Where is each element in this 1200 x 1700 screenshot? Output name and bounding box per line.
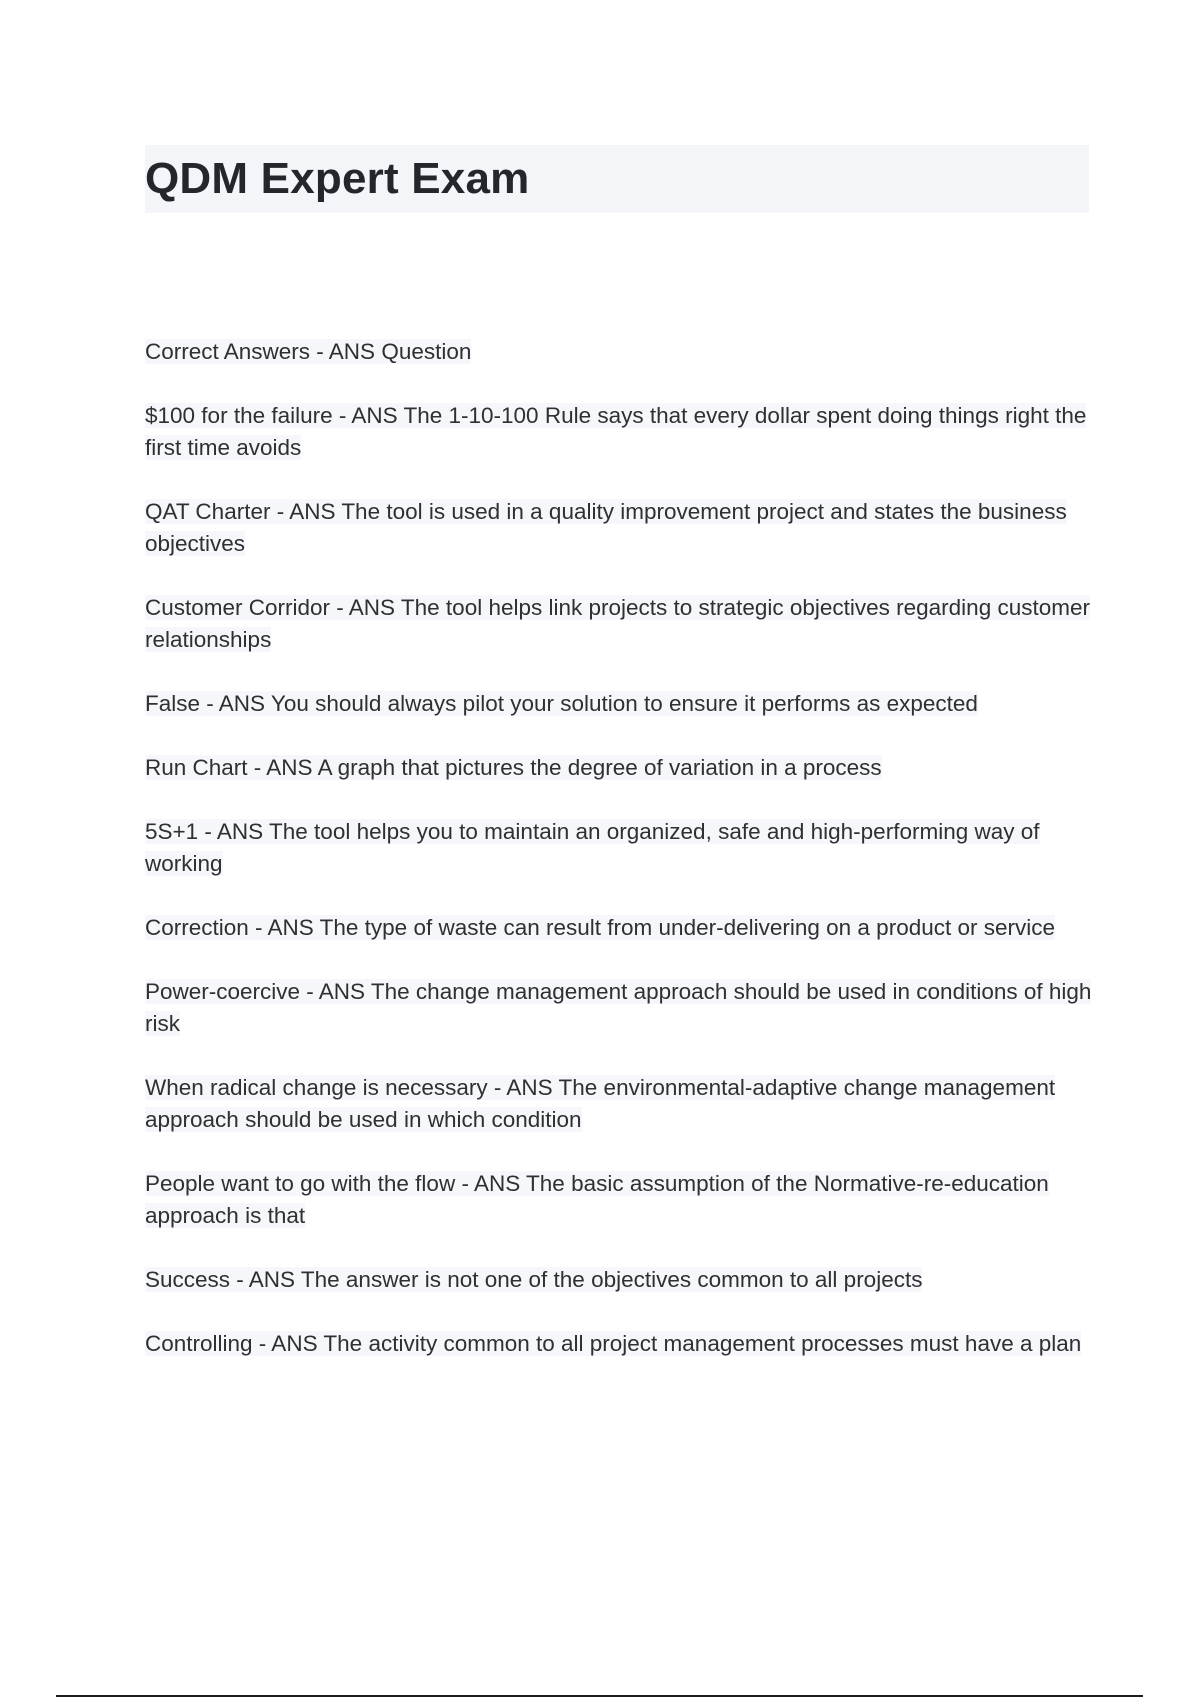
qa-item: [145, 400, 1095, 464]
qa-text: When radical change is necessary - ANS The environmental-adaptive change management approach should be used in which condition: [145, 1075, 1056, 1132]
qa-text: Power-coercive - ANS The change management approach should be used in conditions of high risk: [145, 979, 1092, 1036]
qa-item: [145, 1328, 1095, 1360]
qa-item: [145, 1264, 1095, 1296]
qa-list: [145, 336, 1095, 1392]
qa-text: Success - ANS The answer is not one of the objectives common to all projects: [145, 1267, 923, 1292]
qa-item: [145, 816, 1095, 880]
qa-text: People want to go with the flow - ANS The basic assumption of the Normative-re-education approach is that: [145, 1171, 1049, 1228]
qa-item: [145, 752, 1095, 784]
qa-text: 5S+1 - ANS The tool helps you to maintain an organized, safe and high-performing way of working: [145, 819, 1040, 876]
qa-item: [145, 1072, 1095, 1136]
qa-item: [145, 592, 1095, 656]
qa-text: Correct Answers - ANS Question: [145, 339, 472, 364]
qa-item: [145, 336, 1095, 368]
qa-text: QAT Charter - ANS The tool is used in a quality improvement project and states the business objectives: [145, 499, 1067, 556]
qa-item: [145, 1168, 1095, 1232]
qa-text: Controlling - ANS The activity common to all project management processes must have a plan: [145, 1331, 1082, 1356]
qa-text: Correction - ANS The type of waste can result from under-delivering on a product or service: [145, 915, 1056, 940]
qa-text: Customer Corridor - ANS The tool helps link projects to strategic objectives regarding customer relationships: [145, 595, 1090, 652]
qa-text: False - ANS You should always pilot your solution to ensure it performs as expected: [145, 691, 978, 716]
qa-item: [145, 688, 1095, 720]
qa-text: Run Chart - ANS A graph that pictures the degree of variation in a process: [145, 755, 882, 780]
qa-item: [145, 912, 1095, 944]
qa-text: $100 for the failure - ANS The 1-10-100 Rule says that every dollar spent doing things right the first time avoids: [145, 403, 1087, 460]
bottom-divider: [56, 1695, 1143, 1697]
qa-item: [145, 976, 1095, 1040]
page-title: QDM Expert Exam: [145, 154, 530, 203]
page-title-block: [145, 145, 1089, 213]
qa-item: [145, 496, 1095, 560]
